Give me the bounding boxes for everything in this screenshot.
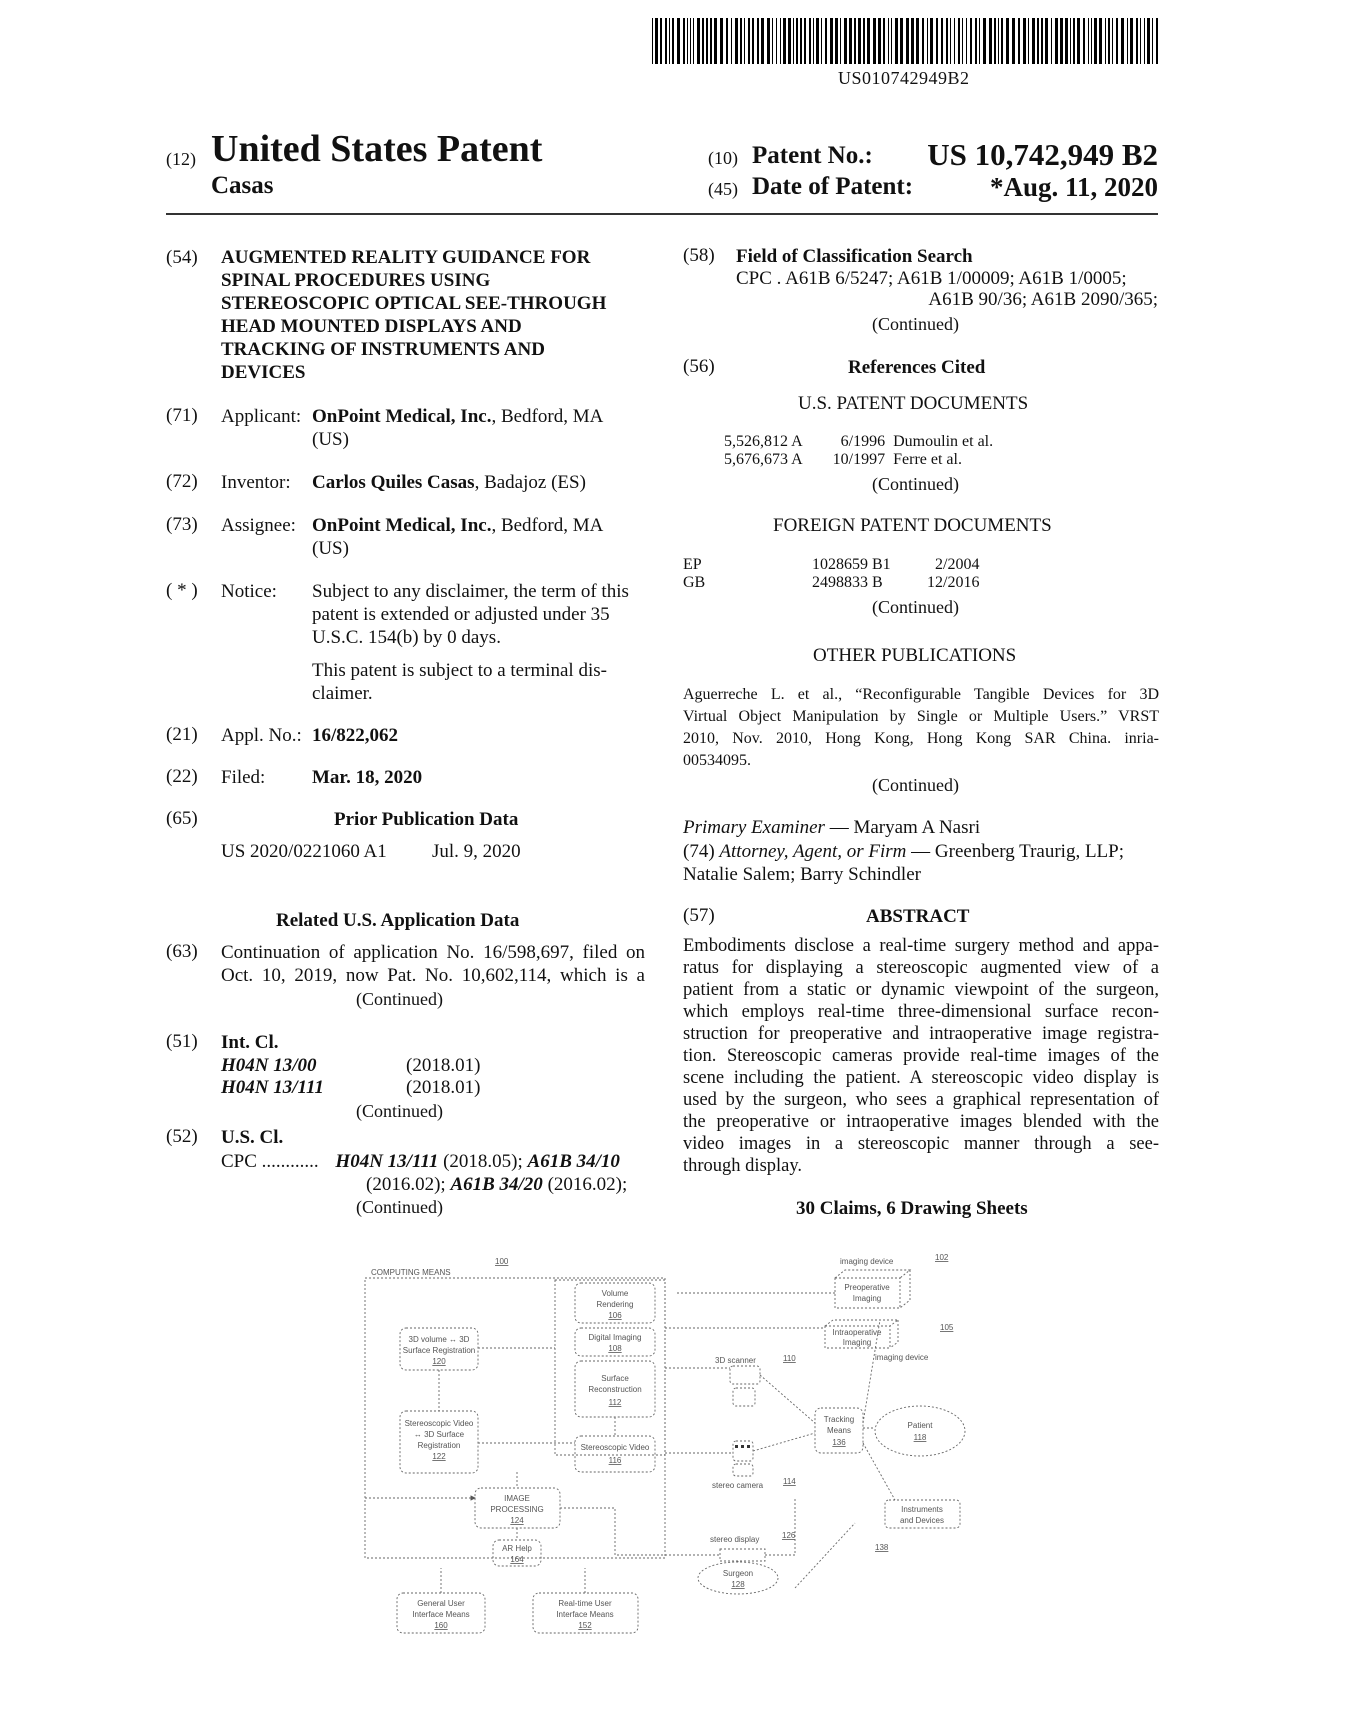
foreign-doc-country: EP xyxy=(683,556,702,573)
filed-code: (22) xyxy=(166,766,198,787)
foreign-doc-number: 1028659 B1 xyxy=(812,556,891,573)
svg-text:Imaging: Imaging xyxy=(852,1294,882,1303)
inventor-label: Inventor: xyxy=(221,472,291,493)
svg-text:AR Help: AR Help xyxy=(502,1544,532,1553)
prior-pub-code: (65) xyxy=(166,808,198,829)
us-docs-heading: U.S. PATENT DOCUMENTS xyxy=(798,393,1029,414)
appl-no-label: Appl. No.: xyxy=(221,725,302,746)
svg-text:Stereoscopic Video: Stereoscopic Video xyxy=(404,1419,474,1428)
svg-text:106: 106 xyxy=(608,1311,622,1320)
svg-text:118: 118 xyxy=(913,1433,927,1442)
claims-summary: 30 Claims, 6 Drawing Sheets xyxy=(796,1198,1028,1219)
svg-text:160: 160 xyxy=(434,1621,448,1630)
svg-text:164: 164 xyxy=(510,1555,524,1564)
svg-text:General User: General User xyxy=(417,1599,465,1608)
svg-text:Digital Imaging: Digital Imaging xyxy=(588,1333,642,1342)
header-divider xyxy=(166,213,1158,215)
svg-text:138: 138 xyxy=(875,1543,889,1552)
patent-heading: United States Patent xyxy=(211,128,543,170)
appl-no-code: (21) xyxy=(166,724,198,745)
svg-text:Means: Means xyxy=(826,1426,852,1435)
barcode xyxy=(652,18,1162,68)
date-code: (45) xyxy=(708,179,738,199)
abstract-code: (57) xyxy=(683,905,715,926)
field-continued: (Continued) xyxy=(872,314,959,334)
field-code: (58) xyxy=(683,245,715,266)
svg-text:108: 108 xyxy=(608,1344,622,1353)
assignee-value: OnPoint Medical, Inc., Bedford, MA (US) xyxy=(312,515,604,559)
svg-text:102: 102 xyxy=(935,1253,949,1262)
foreign-doc-number: 2498833 B xyxy=(812,574,883,591)
svg-text:↔ 3D Surface: ↔ 3D Surface xyxy=(413,1430,465,1439)
svg-text:Surgeon: Surgeon xyxy=(722,1569,754,1578)
appl-no-value: 16/822,062 xyxy=(312,725,399,746)
scanner-box xyxy=(730,1366,760,1384)
svg-text:Stereoscopic Video: Stereoscopic Video xyxy=(580,1443,650,1452)
svg-text:and Devices: and Devices xyxy=(899,1516,945,1525)
applicant-value: OnPoint Medical, Inc., Bedford, MA (US) xyxy=(312,406,604,450)
field-cpc-1: CPC . A61B 6/5247; A61B 1/00009; A61B 1/0005; xyxy=(736,268,1127,289)
svg-text:122: 122 xyxy=(432,1452,446,1461)
refs-heading: References Cited xyxy=(848,357,986,378)
other-pubs-text: Aguerreche L. et al., “Reconfigurable Tangible Devices for 3D Virtual Object Manipulation by Single or Multiple Users.” VRST 2010, Nov. 2010, Hong Kong, Hong Kong SAR China. inria- 00534095. xyxy=(683,686,1159,769)
field-heading: Field of Classification Search xyxy=(736,246,973,267)
inventor-value: Carlos Quiles Casas, Badajoz (ES) xyxy=(312,472,586,493)
int-cl-continued: (Continued) xyxy=(356,1101,443,1121)
computing-label: COMPUTING MEANS xyxy=(371,1268,451,1277)
svg-text:Rendering: Rendering xyxy=(596,1300,634,1309)
svg-text:Surface: Surface xyxy=(601,1374,629,1383)
us-doc-row: 5,676,673 A 10/1997 Ferre et al. xyxy=(724,451,962,468)
related-code: (63) xyxy=(166,941,198,962)
svg-text:Real-time User: Real-time User xyxy=(558,1599,612,1608)
svg-text:114: 114 xyxy=(783,1477,796,1486)
int-cl-class-1: H04N 13/00 xyxy=(221,1055,317,1076)
stereo-video-box xyxy=(575,1436,655,1472)
svg-text:120: 120 xyxy=(432,1357,446,1366)
attorney: (74) Attorney, Agent, or Firm — Greenberg Traurig, LLP; Natalie Salem; Barry Schindler xyxy=(683,841,1125,885)
patent-no-code: (10) xyxy=(708,148,738,168)
applicant-label: Applicant: xyxy=(221,406,302,427)
surgeon-ellipse xyxy=(698,1562,778,1594)
svg-text:Interface Means: Interface Means xyxy=(556,1610,614,1619)
svg-text:Imaging: Imaging xyxy=(842,1338,872,1347)
svg-text:136: 136 xyxy=(832,1438,846,1447)
foreign-doc-date: 2/2004 xyxy=(935,556,980,573)
svg-text:Intraoperative: Intraoperative xyxy=(832,1328,882,1337)
assignee-code: (73) xyxy=(166,514,198,535)
patent-number: US 10,742,949 B2 xyxy=(927,137,1158,172)
svg-text:110: 110 xyxy=(783,1354,796,1363)
barcode-number: US010742949B2 xyxy=(838,68,970,88)
svg-text:Patient: Patient xyxy=(907,1421,933,1430)
svg-text:Tracking: Tracking xyxy=(823,1415,855,1424)
svg-text:3D scanner: 3D scanner xyxy=(715,1356,756,1365)
svg-text:112: 112 xyxy=(608,1398,622,1407)
us-cl-cpc-line2: (2016.02); A61B 34/20 (2016.02); xyxy=(366,1174,628,1195)
field-cpc-2: A61B 90/36; A61B 2090/365; xyxy=(928,289,1158,310)
us-cl-cpc-line: CPC ............ H04N 13/111 (2018.05); A61B 34/10 xyxy=(221,1151,620,1172)
int-cl-heading: Int. Cl. xyxy=(221,1032,279,1053)
primary-examiner: Primary Examiner — Maryam A Nasri xyxy=(683,817,981,838)
stereo-display-box xyxy=(720,1549,765,1561)
assignee-label: Assignee: xyxy=(221,515,296,536)
svg-text:Volume: Volume xyxy=(601,1289,629,1298)
int-cl-code: (51) xyxy=(166,1031,198,1052)
svg-text:stereo camera: stereo camera xyxy=(712,1481,764,1490)
notice-text: Subject to any disclaimer, the term of this patent is extended or adjusted under 35 U.S.C. 154(b) by 0 days. xyxy=(312,581,629,648)
patient-ellipse xyxy=(875,1406,965,1456)
applicant-code: (71) xyxy=(166,405,198,426)
us-cl-heading: U.S. Cl. xyxy=(221,1127,284,1148)
prior-pub-number: US 2020/0221060 A1 xyxy=(221,841,387,862)
svg-text:105: 105 xyxy=(940,1323,954,1332)
svg-text:stereo display: stereo display xyxy=(710,1535,760,1544)
svg-text:Surface Registration: Surface Registration xyxy=(402,1346,476,1355)
svg-text:128: 128 xyxy=(731,1580,745,1589)
foreign-doc-country: GB xyxy=(683,574,706,591)
stereo-camera-box xyxy=(733,1441,753,1461)
filed-value: Mar. 18, 2020 xyxy=(312,767,423,788)
svg-text:Interface Means: Interface Means xyxy=(412,1610,470,1619)
foreign-doc-date: 12/2016 xyxy=(927,574,980,591)
abstract-heading: ABSTRACT xyxy=(866,906,970,927)
foreign-docs-heading: FOREIGN PATENT DOCUMENTS xyxy=(773,515,1052,536)
us-cl-code: (52) xyxy=(166,1126,198,1147)
svg-text:124: 124 xyxy=(510,1516,524,1525)
svg-text:3D volume ↔ 3D: 3D volume ↔ 3D xyxy=(408,1335,470,1344)
us-doc-row: 5,526,812 A 6/1996 Dumoulin et al. xyxy=(724,433,994,450)
other-pubs-continued: (Continued) xyxy=(872,775,959,795)
ref-100: 100 xyxy=(495,1257,509,1266)
notice-label: Notice: xyxy=(221,581,277,602)
other-pubs-heading: OTHER PUBLICATIONS xyxy=(813,645,1017,666)
notice-code: ( * ) xyxy=(166,580,198,601)
related-text: Continuation of application No. 16/598,697, filed on Oct. 10, 2019, now Pat. No. 10,602,114, which is a xyxy=(221,942,645,986)
svg-text:IMAGE: IMAGE xyxy=(504,1494,530,1503)
prior-pub-heading: Prior Publication Data xyxy=(334,809,519,830)
svg-text:116: 116 xyxy=(608,1456,622,1465)
svg-text:PROCESSING: PROCESSING xyxy=(490,1505,544,1514)
patent-no-label: Patent No.: xyxy=(752,142,873,169)
us-cl-continued: (Continued) xyxy=(356,1197,443,1217)
svg-text:imaging device: imaging device xyxy=(875,1353,929,1362)
refs-code: (56) xyxy=(683,356,715,377)
svg-text:Reconstruction: Reconstruction xyxy=(588,1385,642,1394)
int-cl-version-2: (2018.01) xyxy=(406,1077,481,1098)
foreign-docs-continued: (Continued) xyxy=(872,597,959,617)
title-code: (54) xyxy=(166,247,198,268)
date-label: Date of Patent: xyxy=(752,173,914,200)
inventor-code: (72) xyxy=(166,471,198,492)
svg-text:126: 126 xyxy=(782,1531,796,1540)
prior-pub-date: Jul. 9, 2020 xyxy=(432,841,521,862)
invention-title: AUGMENTED REALITY GUIDANCE FOR SPINAL PROCEDURES USING STEREOSCOPIC OPTICAL SEE-THROUGH HEAD MOUNTED DISPLAYS AND TRACKING OF INSTRUMENTS AND DEVICES xyxy=(221,247,607,383)
abstract-text: Embodiments disclose a real-time surgery method and appa- ratus for displaying a stereoscopic augmented view of a patient from a static or dynamic viewpoint of the surgeon, which employs real-time three-dimensional surface recon- struction for preoperative and intraoperative image registra- tion. Stereoscopic cameras provide real-time images of the scene including the patient. A stereoscopic video display is used by the surgeon, who sees a graphical representation of the preoperative or intraoperative images blended with the video images in a stereoscopic manner through a see- through display. xyxy=(683,936,1159,1176)
svg-text:Registration: Registration xyxy=(417,1441,461,1450)
us-docs-continued: (Continued) xyxy=(872,474,959,494)
related-heading: Related U.S. Application Data xyxy=(276,910,520,931)
filed-label: Filed: xyxy=(221,767,266,788)
svg-text:imaging device: imaging device xyxy=(840,1257,894,1266)
representative-drawing xyxy=(355,1248,975,1643)
related-continued: (Continued) xyxy=(356,989,443,1009)
int-cl-class-2: H04N 13/111 xyxy=(221,1077,324,1098)
svg-text:Instruments: Instruments xyxy=(901,1505,943,1514)
patent-date: *Aug. 11, 2020 xyxy=(989,172,1158,202)
svg-text:Preoperative: Preoperative xyxy=(844,1283,890,1292)
int-cl-version-1: (2018.01) xyxy=(406,1055,481,1076)
terminal-disclaimer: This patent is subject to a terminal dis- claimer. xyxy=(312,660,607,704)
svg-text:152: 152 xyxy=(578,1621,592,1630)
inventor-surname: Casas xyxy=(211,172,274,199)
patent-type-code: (12) xyxy=(166,149,196,169)
